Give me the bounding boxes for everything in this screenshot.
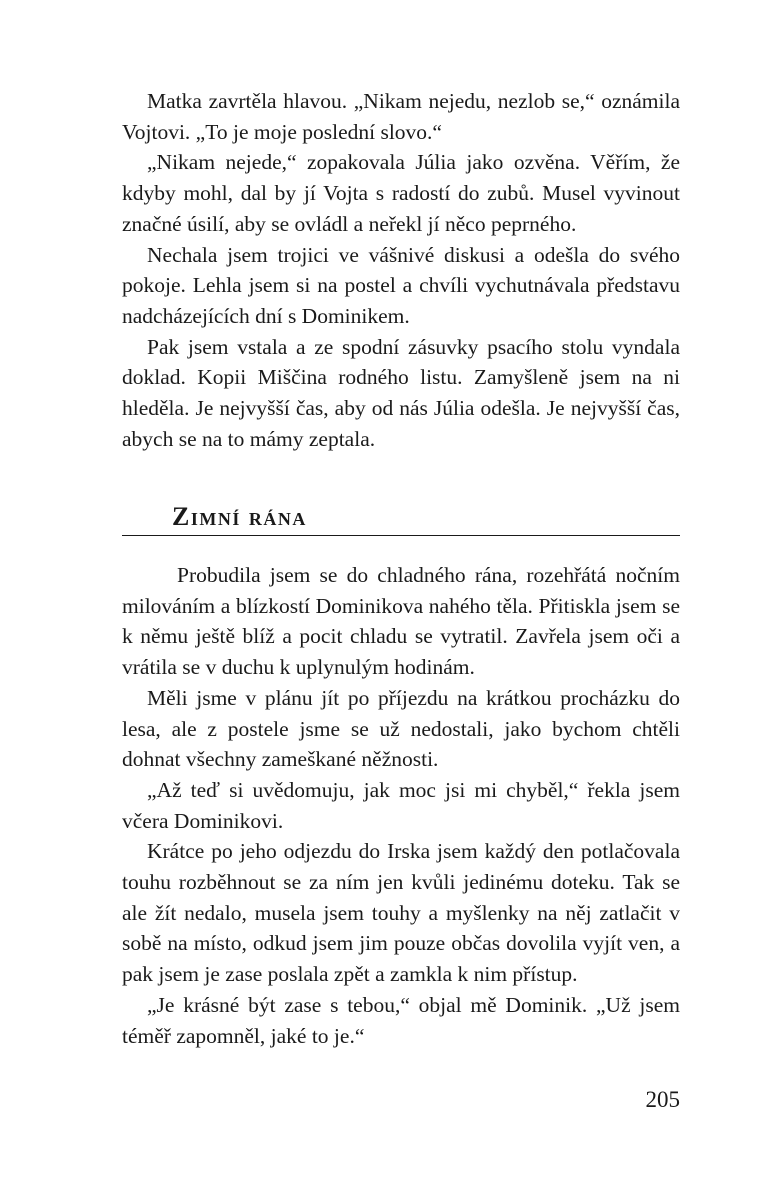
section-heading-block [122, 503, 680, 536]
paragraph: Pak jsem vstala a ze spodní zásuvky psacího stolu vyndala doklad. Kopii Miščina rodného listu. Zamyšleně jsem na ni hleděla. Je nejvyšší čas, aby od nás Júlia odešla. Je nejvyšší čas, abych se na to mámy zeptala. [122, 334, 680, 451]
paragraph: „Je krásné být zase s tebou,“ objal mě Dominik. „Už jsem téměř zapomněl, jaké to je.“ [122, 992, 680, 1048]
paragraph: Měli jsme v plánu jít po příjezdu na krátkou procházku do lesa, ale z postele jsme se už nedostali, jako bychom chtěli dohnat všechny zameškané něžnosti. [122, 685, 680, 772]
paragraph: Krátce po jeho odjezdu do Irska jsem každý den potlačovala touhu rozběhnout se za ním jen kvůli jedinému doteku. Tak se ale žít nedalo, musela jsem touhy a myšlenky na něj zatlačit v sobě na místo, odkud jsem jim pouze občas dovolila vyjít ven, a pak jsem je zase poslala zpět a zamkla k nim přístup. [122, 839, 680, 987]
paragraph: Matka zavrtěla hlavou. „Nikam nejedu, nezlob se,“ oznámila Vojtovi. „To je moje poslední slovo.“ [122, 89, 680, 144]
section-heading: Zimní rána [172, 502, 307, 531]
top-text-block [122, 86, 680, 454]
heading-rule [122, 535, 680, 536]
section-text-block [122, 560, 680, 1051]
paragraph: Probudila jsem se do chladného rána, rozehřátá nočním milováním a blízkostí Dominikova nahého těla. Přitiskla jsem se k němu ještě blíž a pocit chladu se vytratil. Zavřela jsem oči a vrátila se v duchu k uplynulým hodinám. [122, 563, 680, 680]
paragraph: „Nikam nejede,“ zopakovala Júlia jako ozvěna. Věřím, že kdyby mohl, dal by jí Vojta s radostí do zubů. Musel vyvinout značné úsilí, aby se ovládl a neřekl jí něco peprného. [122, 150, 680, 236]
paragraph: „Až teď si uvědomuju, jak moc jsi mi chyběl,“ řekla jsem včera Dominikovi. [122, 777, 680, 833]
page-number: 205 [645, 1087, 680, 1112]
paragraph: Nechala jsem trojici ve vášnivé diskusi a odešla do svého pokoje. Lehla jsem si na postel a chvíli vychutnávala představu nadcházejících dní s Dominikem. [122, 242, 680, 328]
